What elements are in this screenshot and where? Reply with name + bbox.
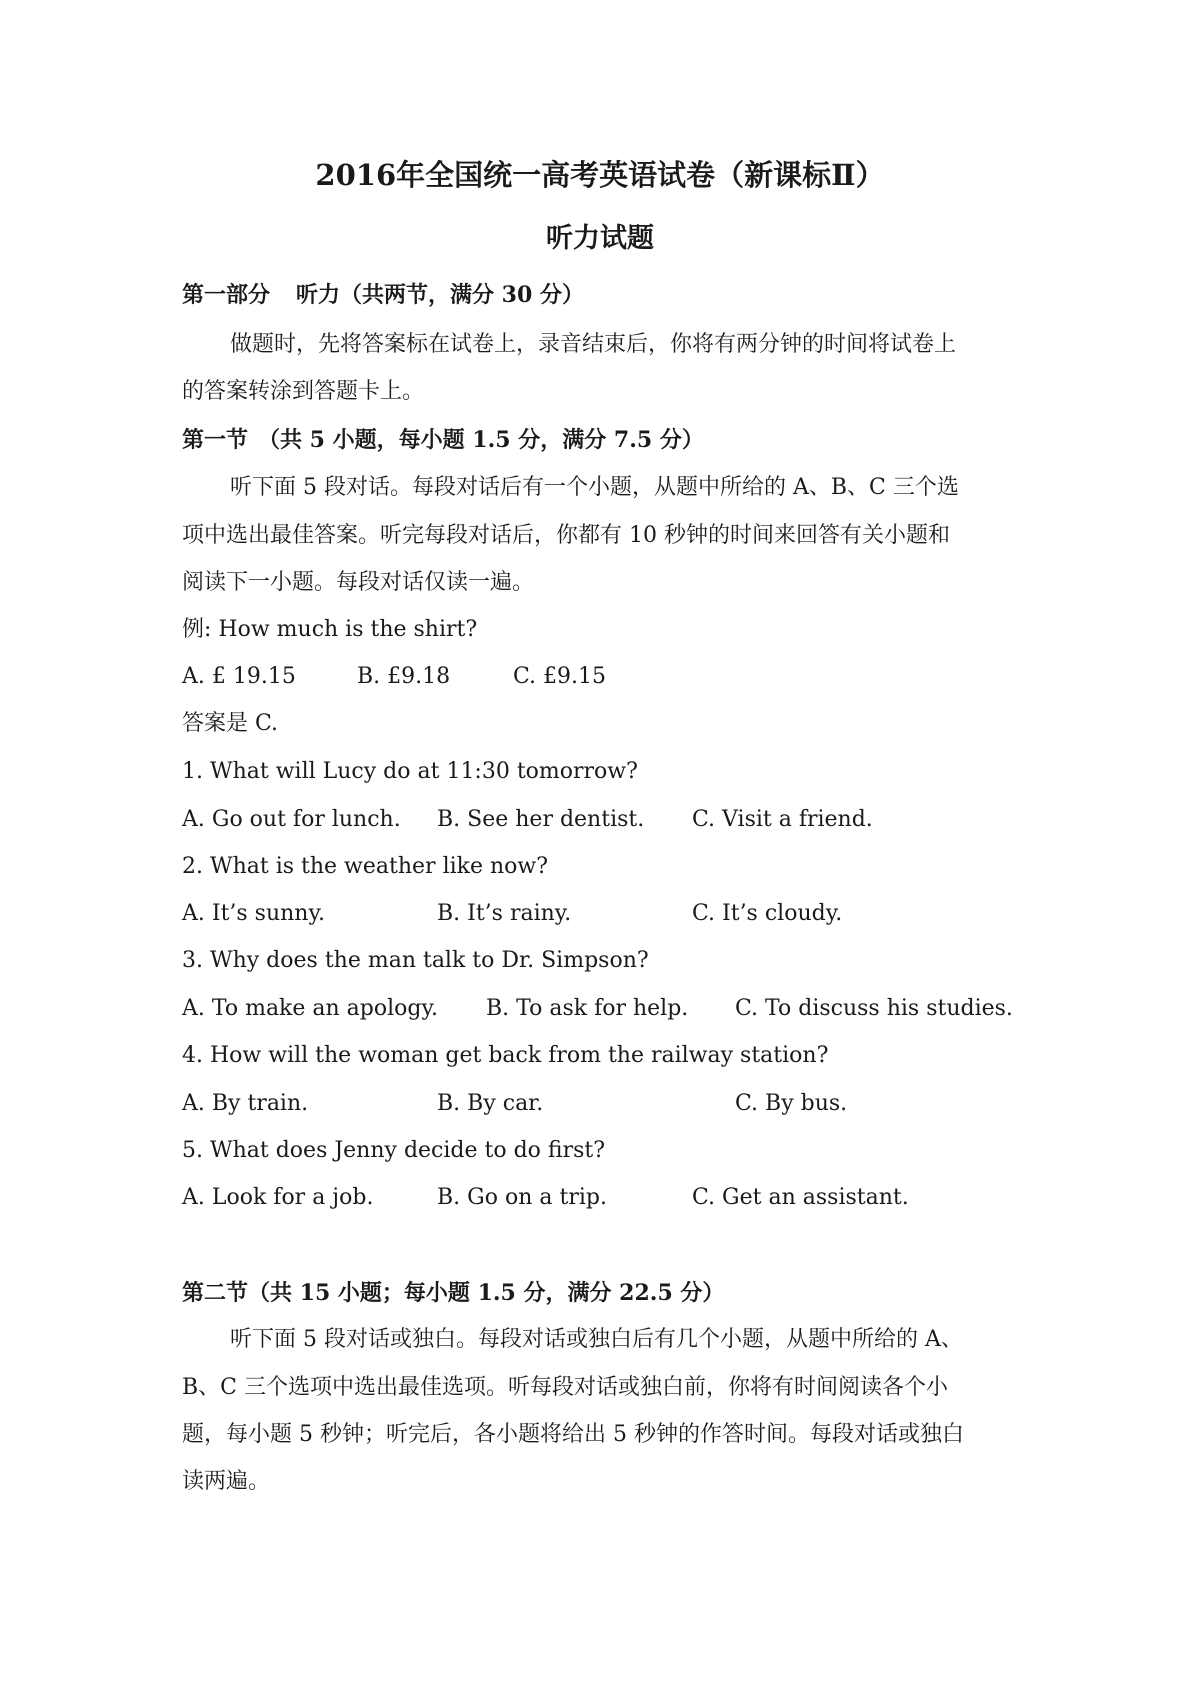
part1-instruction-line-1: 做题时，先将答案标在试卷上，录音结束后，你将有两分钟的时间将试卷上 [230,332,957,357]
question-3-option-c: C. To discuss his studies. [735,996,1013,1021]
question-2-option-c: C. It’s cloudy. [692,901,843,926]
question-3: 3. Why does the man talk to Dr. Simpson? [182,948,649,973]
question-4: 4. How will the woman get back from the railway station? [182,1043,829,1068]
section1-heading-detail: （共 5 小题，每小题 1.5 分，满分 7.5 分） [258,427,704,453]
question-2-option-a: A. It’s sunny. [182,901,325,926]
part1-heading [182,280,584,310]
question-4-option-c: C. By bus. [735,1091,848,1116]
question-5-option-c: C. Get an assistant. [692,1185,909,1210]
question-1: 1. What will Lucy do at 11:30 tomorrow? [182,759,638,784]
question-5-option-b: B. Go on a trip. [437,1185,607,1210]
section1-instruction-line-2: 项中选出最佳答案。听完每段对话后，你都有 10 秒钟的时间来回答有关小题和 [182,523,950,548]
document-subtitle: 听力试题 [546,223,654,254]
example-option-b: B. £9.18 [357,664,451,689]
question-2-option-b: B. It’s rainy. [437,901,572,926]
example-answer: 答案是 C. [182,711,279,736]
question-4-option-b: B. By car. [437,1091,544,1116]
question-2: 2. What is the weather like now? [182,854,549,879]
section2-instruction-line-1: 听下面 5 段对话或独白。每段对话或独白后有几个小题，从题中所给的 A、 [230,1327,963,1352]
question-4-option-a: A. By train. [182,1091,309,1116]
part1-heading-label: 第一部分 [182,282,271,308]
section1-instruction-line-1: 听下面 5 段对话。每段对话后有一个小题，从题中所给的 A、B、C 三个选 [230,475,959,500]
question-1-option-c: C. Visit a friend. [692,807,873,832]
section2-heading: 第二节（共 15 小题；每小题 1.5 分，满分 22.5 分） [182,1280,725,1306]
section2-instruction-line-3: 题，每小题 5 秒钟；听完后，各小题将给出 5 秒钟的作答时间。每段对话或独白 [182,1422,964,1447]
question-5: 5. What does Jenny decide to do first? [182,1138,606,1163]
question-1-option-a: A. Go out for lunch. [182,807,401,832]
section1-heading [182,425,704,455]
section1-instruction-line-3: 阅读下一小题。每段对话仅读一遍。 [182,570,535,595]
section2-instruction-line-4: 读两遍。 [182,1469,271,1494]
question-3-option-b: B. To ask for help. [486,996,689,1021]
question-1-option-b: B. See her dentist. [437,807,645,832]
example-option-a: A. £ 19.15 [182,664,296,689]
section1-heading-label: 第一节 [182,427,249,453]
question-5-option-a: A. Look for a job. [182,1185,374,1210]
example-question: 例: How much is the shirt? [182,617,478,642]
part1-heading-detail: 听力（共两节，满分 30 分） [296,282,584,308]
part1-instruction-line-2: 的答案转涂到答题卡上。 [182,379,425,404]
document-title: 2016年全国统一高考英语试卷（新课标Ⅱ） [315,158,885,192]
question-3-option-a: A. To make an apology. [182,996,438,1021]
section2-instruction-line-2: B、C 三个选项中选出最佳选项。听每段对话或独白前，你将有时间阅读各个小 [182,1375,948,1400]
example-option-c: C. £9.15 [513,664,607,689]
